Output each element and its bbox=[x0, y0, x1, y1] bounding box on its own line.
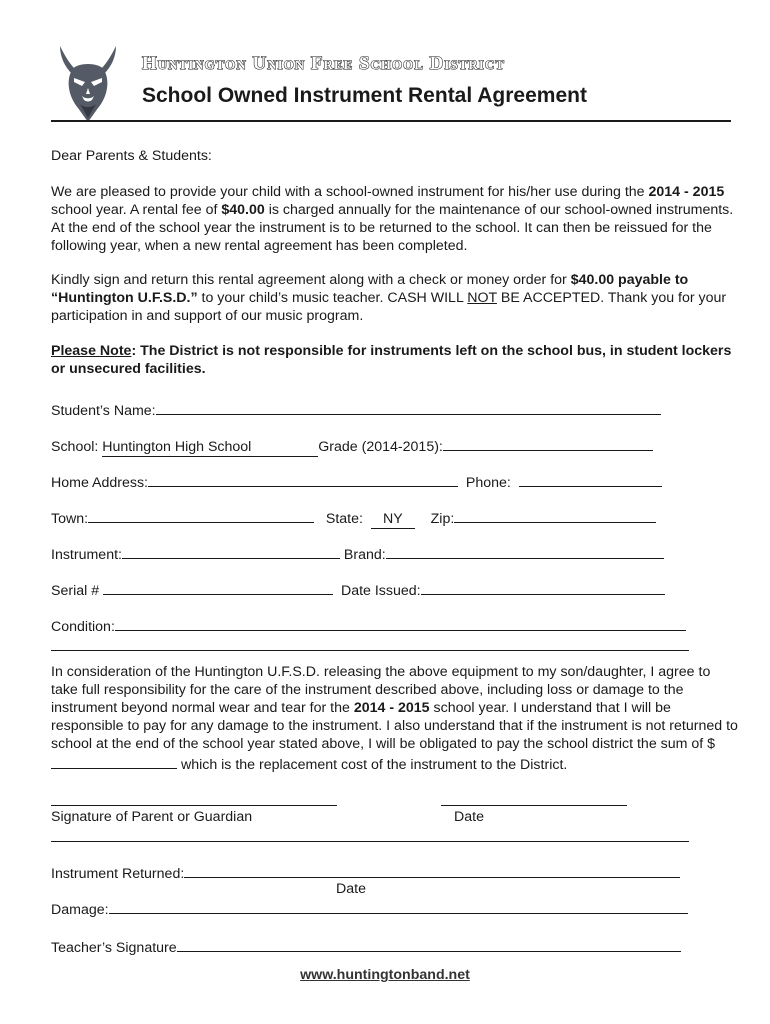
student-name-row bbox=[51, 399, 661, 420]
note-text: The District is not responsible for instruments left on the school bus, in student lockers or unsecured facilities. bbox=[51, 343, 732, 377]
parent-signature-label: Signature of Parent or Guardian bbox=[51, 809, 253, 825]
return-text-1: Kindly sign and return this rental agreement along with a check or money order for bbox=[51, 272, 571, 288]
town-state-zip-row bbox=[51, 507, 656, 529]
note-label: Please Note bbox=[51, 343, 132, 359]
instrument-label: Instrument: bbox=[51, 547, 122, 563]
damage-row bbox=[51, 898, 688, 919]
intro-text-2: school year. A rental fee of bbox=[51, 202, 222, 218]
consent-school-year: 2014 - 2015 bbox=[353, 700, 430, 716]
state-value: NY bbox=[383, 511, 403, 527]
school-value: Huntington High School bbox=[102, 439, 252, 455]
brand-label: Brand: bbox=[343, 547, 386, 563]
student-name-label: Student’s Name: bbox=[51, 403, 156, 419]
damage-label: Damage: bbox=[51, 902, 109, 918]
consent-text-2: school year. I understand that I will be responsible to pay for any damage to the instrument. I also understand that if the instrument is not returned to school at the end of the school year stated above, I will be obligated to pay the school district the sum of $ bbox=[51, 700, 738, 752]
state-field[interactable] bbox=[371, 510, 415, 529]
grade-label: Grade (2014-2015): bbox=[318, 439, 443, 455]
serial-label: Serial # bbox=[51, 583, 100, 599]
consent-text-1: In consideration of the Huntington U.F.S.D. releasing the above equipment to my son/daughter, I agree to take full responsibility for the care of the instrument described above, including loss or damage to the instrument beyond normal wear and tear for the bbox=[51, 664, 711, 716]
paragraph-return bbox=[51, 271, 741, 325]
condition-field[interactable] bbox=[115, 615, 686, 631]
teacher-signature-row bbox=[51, 936, 681, 957]
consent-text-3: which is the replacement cost of the instrument to the District. bbox=[177, 757, 568, 773]
brand-field[interactable] bbox=[386, 543, 664, 559]
phone-field[interactable] bbox=[519, 471, 662, 487]
not-emphasis: NOT bbox=[467, 290, 497, 306]
please-note bbox=[51, 342, 741, 378]
school-field[interactable] bbox=[102, 438, 318, 457]
rental-fee: $40.00 bbox=[221, 202, 265, 218]
home-address-field[interactable] bbox=[148, 471, 458, 487]
school-label: School: bbox=[51, 439, 103, 455]
zip-label: Zip: bbox=[430, 511, 455, 527]
student-name-field[interactable] bbox=[156, 399, 661, 415]
town-label: Town: bbox=[51, 511, 89, 527]
blue-devil-mascot-icon bbox=[52, 44, 124, 124]
date-issued-label: Date Issued: bbox=[340, 583, 421, 599]
instrument-returned-field[interactable] bbox=[184, 862, 680, 878]
state-label: State: bbox=[325, 511, 363, 527]
replacement-cost-field[interactable] bbox=[51, 753, 177, 769]
date-issued-field[interactable] bbox=[421, 579, 665, 595]
section-divider-line bbox=[51, 841, 689, 842]
returned-date-label: Date bbox=[336, 881, 366, 897]
return-text-3: BE ACCEPTED. Thank you for your participation in and support of our music program. bbox=[51, 290, 727, 324]
damage-field[interactable] bbox=[109, 898, 688, 914]
serial-date-row bbox=[51, 579, 665, 600]
home-address-label: Home Address: bbox=[51, 475, 148, 491]
intro-school-year: 2014 - 2015 bbox=[648, 184, 725, 200]
intro-text-1: We are pleased to provide your child with a school-owned instrument for his/her use during the bbox=[51, 184, 649, 200]
grade-field[interactable] bbox=[443, 435, 653, 451]
intro-text-3: is charged annually for the maintenance of our school-owned instruments. At the end of the school year the instrument is to be returned to the school. It can then be reissued for the following year, when a new rental agreement has been completed. bbox=[51, 202, 734, 254]
instrument-brand-row bbox=[51, 543, 664, 564]
greeting: Dear Parents & Students: bbox=[51, 148, 212, 164]
town-field[interactable] bbox=[88, 507, 314, 523]
condition-label: Condition: bbox=[51, 619, 115, 635]
instrument-returned-label: Instrument Returned: bbox=[51, 866, 185, 882]
return-text-2: to your child’s music teacher. CASH WILL bbox=[197, 290, 468, 306]
school-grade-row bbox=[51, 435, 653, 457]
parent-date-line[interactable] bbox=[441, 805, 627, 806]
note-colon: : bbox=[131, 343, 137, 359]
page-title: School Owned Instrument Rental Agreement bbox=[142, 84, 587, 107]
teacher-signature-field[interactable] bbox=[177, 936, 681, 952]
parent-signature-line[interactable] bbox=[51, 805, 337, 806]
instrument-field[interactable] bbox=[122, 543, 340, 559]
address-phone-row bbox=[51, 471, 662, 492]
website-link[interactable]: www.huntingtonband.net bbox=[300, 967, 470, 983]
phone-label: Phone: bbox=[465, 475, 511, 491]
paragraph-intro bbox=[51, 183, 741, 255]
consent-paragraph bbox=[51, 663, 741, 774]
district-name: Huntington Union Free School District bbox=[142, 53, 505, 74]
condition-row bbox=[51, 615, 686, 636]
payable-to: $40.00 payable to “Huntington U.F.S.D.” bbox=[51, 272, 689, 306]
zip-field[interactable] bbox=[454, 507, 656, 523]
header-divider bbox=[51, 120, 731, 122]
condition-extra-line[interactable] bbox=[51, 650, 689, 651]
teacher-signature-label: Teacher’s Signature bbox=[51, 940, 177, 956]
parent-date-label: Date bbox=[454, 809, 484, 825]
serial-field[interactable] bbox=[103, 579, 333, 595]
